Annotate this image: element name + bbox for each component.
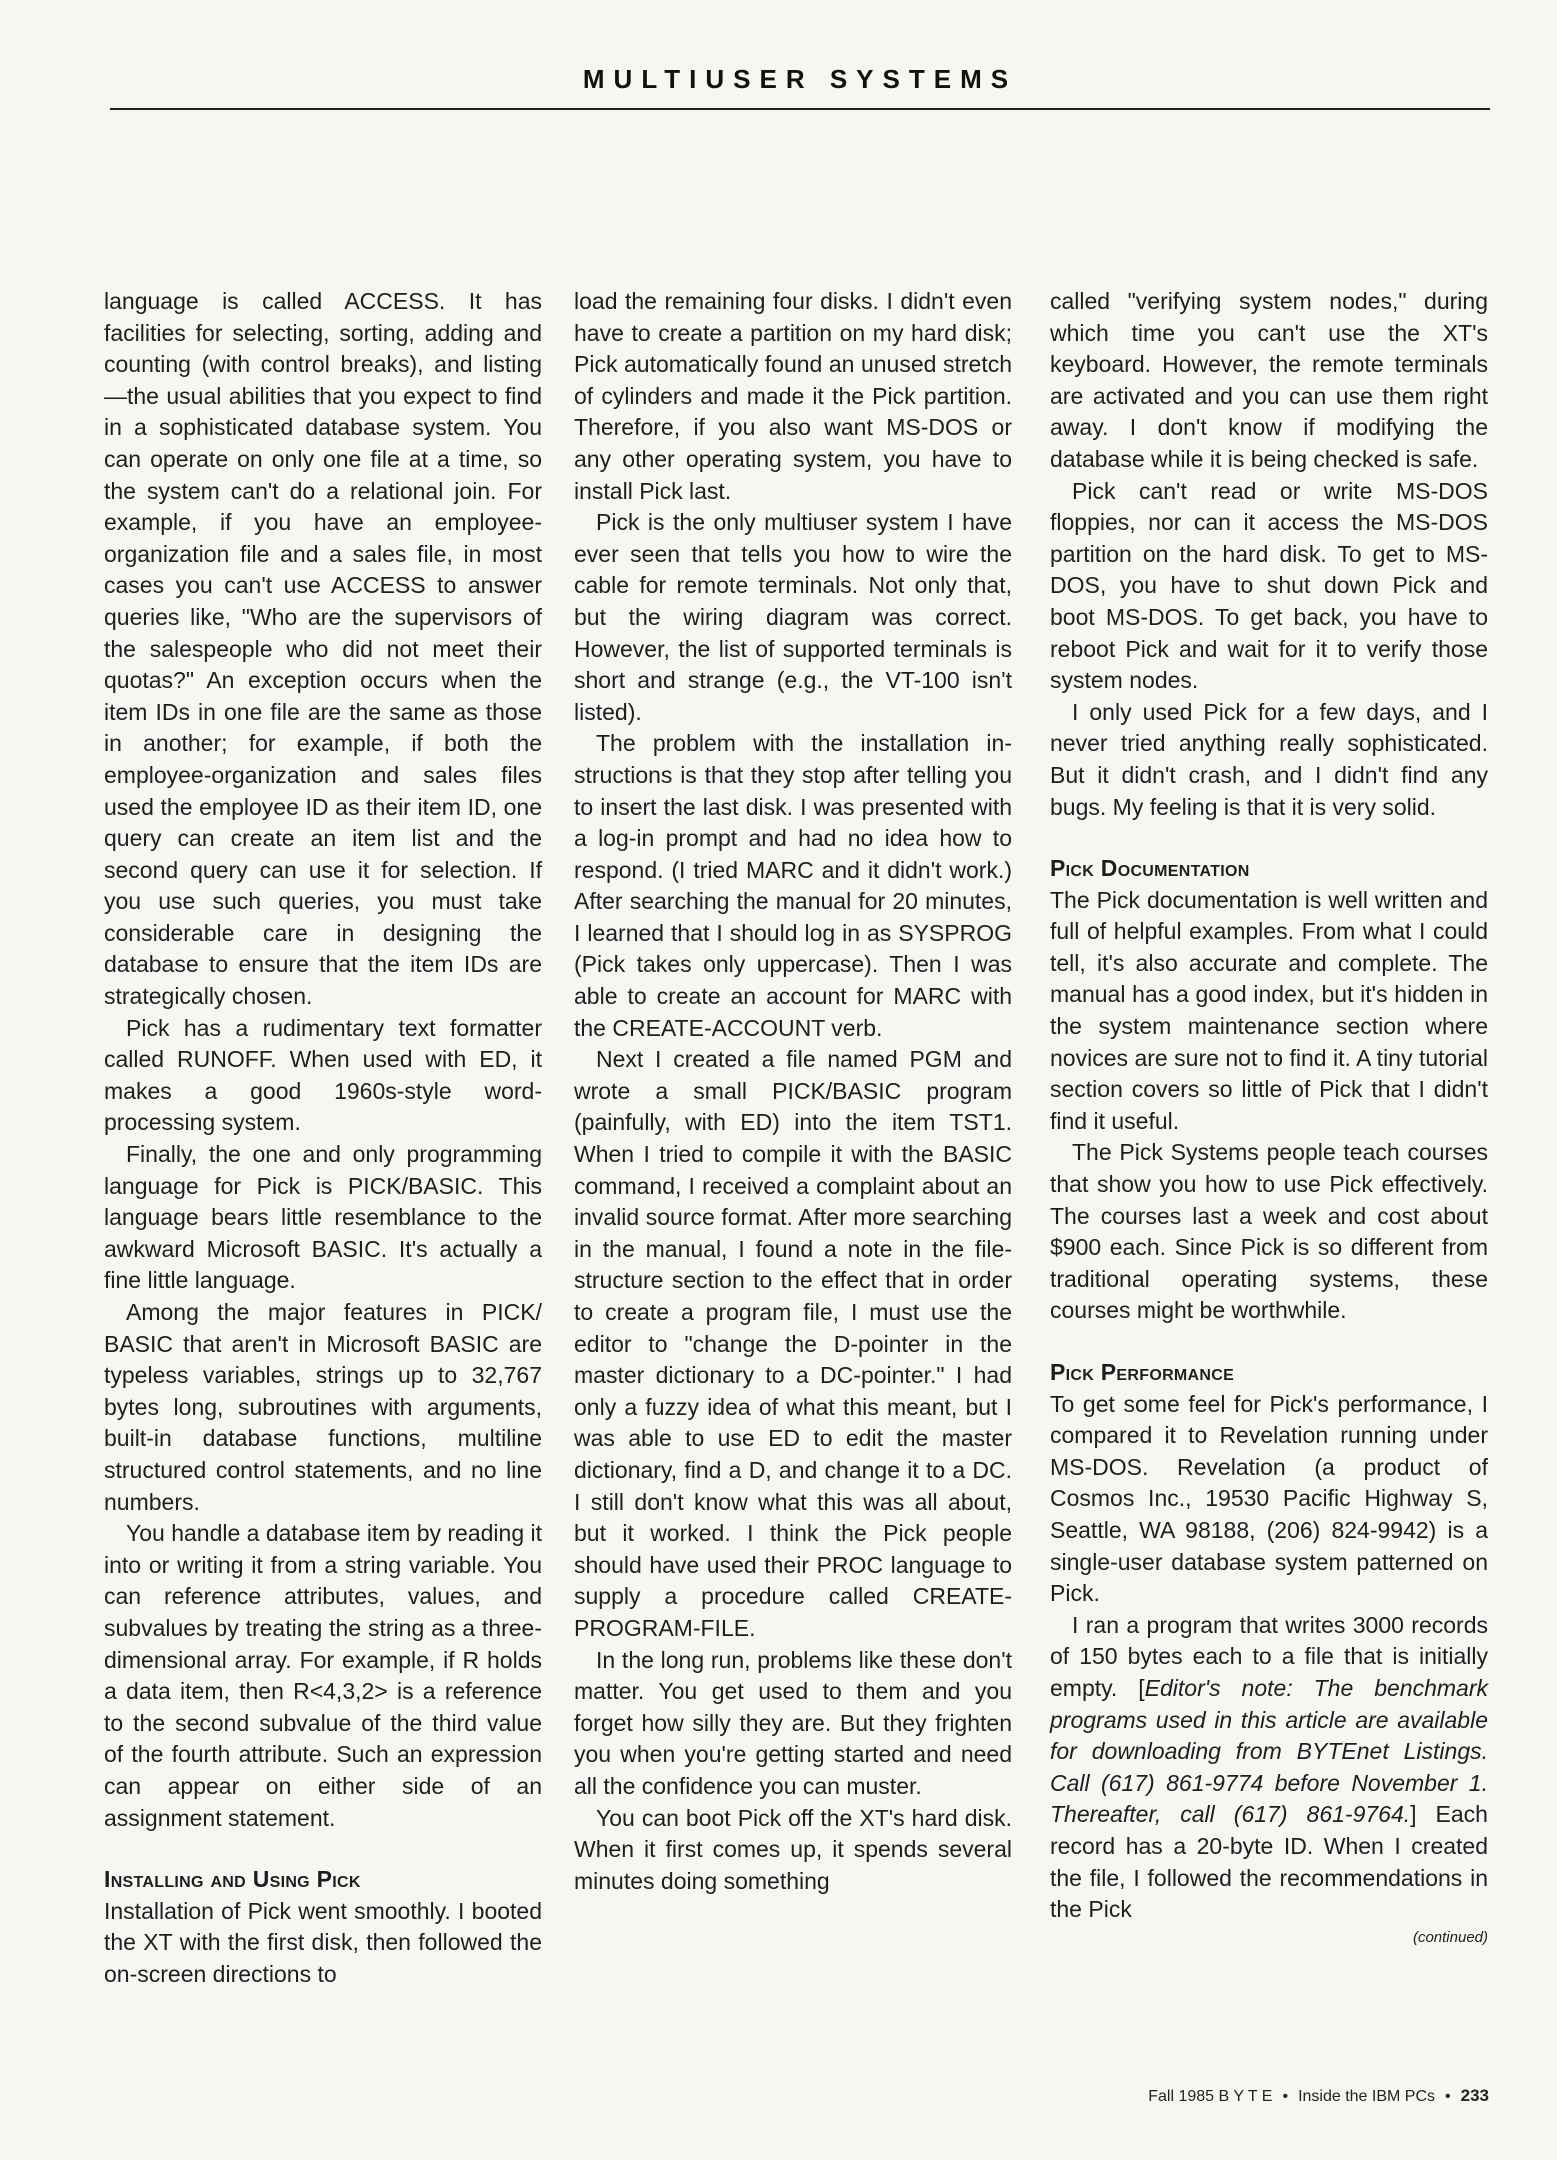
page-footer	[1148, 2086, 1489, 2106]
footer-issue: Fall 1985 B Y T E	[1148, 2088, 1273, 2105]
paragraph: Pick is the only multiuser system I have ever seen that tells you how to wire the cable for remote terminals. Not only that, but the wiring diagram was correct. However, the list of supported terminals is short and strange (e.g., the VT-100 isn't listed).	[574, 509, 1012, 725]
paragraph: Finally, the one and only programming language for Pick is PICK/BASIC. This language bears little resemblance to the awkward Microsoft BASIC. It's actually a fine little language.	[104, 1141, 542, 1294]
footer-section: Inside the IBM PCs	[1298, 2088, 1436, 2105]
paragraph: Pick can't read or write MS-DOS floppies, nor can it access the MS-DOS partition on the hard disk. To get to MS-DOS, you have to shut down Pick and boot MS-DOS. To get back, you have to reboot Pick and wait for it to verify those system nodes.	[1050, 477, 1488, 694]
paragraph	[1050, 1610, 1488, 1926]
paragraph: You can boot Pick off the XT's hard disk. When it first comes up, it spends several minutes doing something	[574, 1804, 1012, 1894]
paragraph: The Pick Systems people teach courses that show you how to use Pick effectively. The courses last a week and cost about $900 each. Since Pick is so different from traditional operating systems, these courses might be worthwhile.	[1050, 1139, 1488, 1324]
paragraph: Pick has a rudimentary text formatter called RUNOFF. When used with ED, it makes a good 1960s-style word-processing system.	[104, 1014, 542, 1136]
page-number: 233	[1460, 2086, 1489, 2105]
column-1	[104, 286, 542, 1990]
editors-note: Editor's note: The benchmark programs used in this article are available for downloading from BYTEnet Listings. Call (617) 861-9774 before November 1. Thereafter, call (617) 861-9764.	[1050, 1674, 1488, 1828]
paragraph: In the long run, problems like these don't matter. You get used to them and you forget how silly they are. But they frighten you when you're getting started and need all the confidence you can muster.	[574, 1646, 1012, 1799]
paragraph-text: I ran a program that writes 3000 records of 150 bytes each to a file that is initially empty. [	[1050, 1611, 1488, 1701]
column-3	[1050, 286, 1488, 1950]
paragraph: called "verifying system nodes," during which time you can't use the XT's keyboard. However, the remote terminals are activated and you can use them right away. I don't know if modifying the database while it is being checked is safe.	[1050, 288, 1488, 472]
paragraph: The Pick documentation is well written and full of helpful examples. From what I could tell, it's also accurate and complete. The manual has a good index, but it's hidden in the system maintenance section where novices are sure not to find it. A tiny tutorial section covers so little of Pick that I didn't find it useful.	[1050, 886, 1488, 1134]
section-heading-performance: Pick Performance	[1050, 1359, 1235, 1385]
section-heading-installing: Installing and Using Pick	[104, 1866, 361, 1893]
footer-bullet: •	[1282, 2088, 1289, 2105]
header-rule	[110, 108, 1490, 110]
paragraph: language is called ACCESS. It has facilities for selecting, sorting, adding and counting (with control breaks), and listing—the usual abilities that you expect to find in a sophisticated database system. You can operate on only one file at a time, so the system can't do a relational join. For example, if you have an employee-organization file and a sales file, in most cases you can't use ACCESS to answer queries like, "Who are the supervisors of the salespeople who did not meet their quotas?" An exception occurs when the item IDs in one file are the same as those in another; for example, if both the employee-organization and sales files used the employee ID as their item ID, one query can create an item list and the second query can use it for selection. If you use such queries, you must take considerable care in designing the database to ensure that the item IDs are strategically chosen.	[104, 288, 542, 1010]
paragraph: I only used Pick for a few days, and I never tried anything really sophisticated. But it didn't crash, and I didn't find any bugs. My feeling is that it is very solid.	[1050, 698, 1488, 820]
paragraph: Among the major features in PICK/​BASIC that aren't in Microsoft BASIC are typeless variables, strings up to 32,767 bytes long, subroutines with arguments, built-in database functions, multiline structured control statements, and no line numbers.	[104, 1299, 542, 1515]
paragraph: load the remaining four disks. I didn't even have to create a partition on my hard disk; Pick automatically found an unused stretch of cylinders and made it the Pick partition. Therefore, if you also want MS-DOS or any other operating system, you have to install Pick last.	[574, 288, 1012, 504]
paragraph-text: ] Each record has a 20-byte ID. When I created the file, I followed the recommendations in the Pick	[1050, 1801, 1488, 1923]
running-head: MULTIUSER SYSTEMS	[582, 64, 1018, 94]
continued-marker: (continued)	[1412, 1928, 1488, 1946]
paragraph: Installation of Pick went smoothly. I booted the XT with the first disk, then followed the on-screen directions to	[104, 1897, 542, 1987]
column-2	[574, 286, 1012, 1897]
paragraph: To get some feel for Pick's performance, I compared it to Revelation running under MS-DOS. Revelation (a product of Cosmos Inc., 19530 Pacific Highway S, Seattle, WA 98188, (206) 824-9942) is a single-user database system patterned on Pick.	[1050, 1390, 1488, 1607]
paragraph: You handle a database item by reading it into or writing it from a string variable. You can reference attributes, values, and subvalues by treating the string as a three-dimensional array. For example, if R holds a data item, then R<4,3,2> is a reference to the second subvalue of the third value of the fourth attribute. Such an expression can appear on either side of an assignment statement.	[104, 1520, 543, 1831]
footer-bullet: •	[1445, 2088, 1451, 2105]
section-heading-documentation: Pick Documentation	[1050, 855, 1250, 882]
paragraph: The problem with the installation instructions is that they stop after telling you to insert the last disk. I was presented with a log-in prompt and had no idea how to respond. (I tried MARC and it didn't work.) After searching the manual for 20 minutes, I learned that I should log in as SYSPROG (Pick takes only uppercase). Then I was able to create an account for MARC with the CREATE-ACCOUNT verb.	[574, 730, 1012, 1041]
paragraph: Next I created a file named PGM and wrote a small PICK/BASIC program (painfully, with ED) into the item TST1. When I tried to compile it with the BASIC command, I received a complaint about an invalid source format. After more searching in the manual, I found a note in the file-structure section to the effect that in order to create a program file, I must use the editor to "change the D-pointer in the master dictionary to a DC-pointer." I had only a fuzzy idea of what this meant, but I was able to use ED to edit the master dictionary, find a D, and change it to a DC. I still don't know what this was all about, but it worked. I think the Pick people should have used their PROC language to supply a procedure called CREATE-PROGRAM-FILE.	[574, 1046, 1012, 1641]
